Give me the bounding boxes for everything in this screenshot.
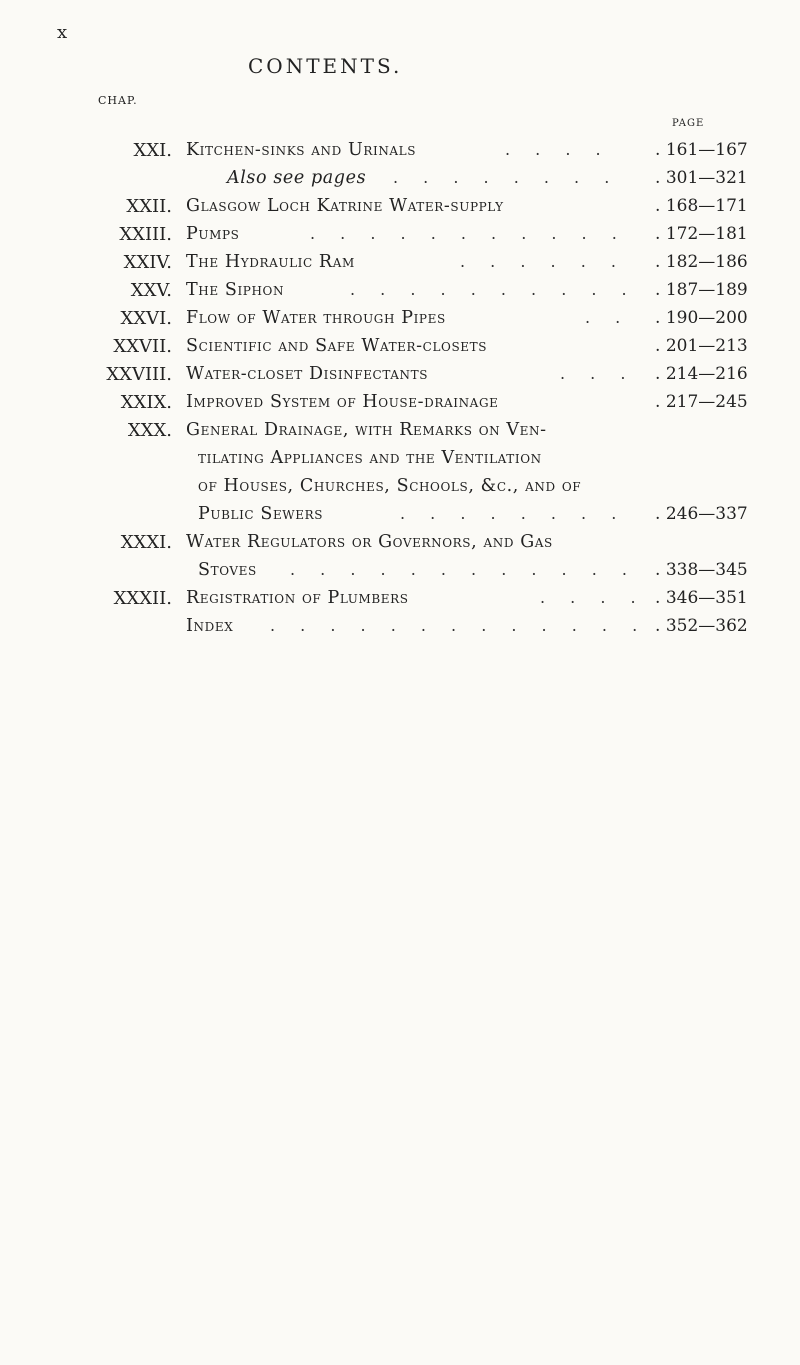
dot-leader: . . . . . . . . (400, 504, 627, 523)
chapter-title: Glasgow Loch Katrine Water-supply (186, 196, 504, 216)
chapter-title: Scientific and Safe Water-closets (186, 336, 488, 356)
toc-entry (0, 308, 800, 334)
page-range: . 182—186 (655, 252, 748, 272)
page-range: . 352—362 (655, 616, 748, 636)
toc-entry (0, 532, 800, 558)
toc-entry (0, 392, 800, 418)
toc-entry (0, 616, 800, 642)
chapter-title: The Hydraulic Ram (186, 252, 355, 272)
chapter-title-line: Water Regulators or Governors, and Gas (186, 532, 553, 552)
toc-entry-continuation (0, 476, 800, 502)
toc-entry (0, 588, 800, 614)
page-range: . 217—245 (655, 392, 748, 412)
running-head: CONTENTS. (248, 54, 403, 78)
page-range: . 201—213 (655, 336, 748, 356)
chapter-title: Water-closet Disinfectants (186, 364, 429, 384)
toc-entry (0, 252, 800, 278)
page-range: . 214—216 (655, 364, 748, 384)
page-range: . 246—337 (655, 504, 748, 524)
chap-column-label: CHAP. (98, 94, 138, 107)
dot-leader: . . . . (505, 140, 611, 159)
dot-leader: . . . . . . . . . . (350, 280, 637, 299)
chapter-number: XXIV. (123, 252, 172, 273)
page-range: . 187—189 (655, 280, 748, 300)
page-folio: x (57, 22, 68, 43)
dot-leader: . . . . . . . . . . . . (290, 560, 637, 579)
page-range: . 172—181 (655, 224, 748, 244)
chapter-number: XXVI. (120, 308, 172, 329)
chapter-number: XXII. (126, 196, 172, 217)
chapter-title: Pumps (186, 224, 240, 244)
page-range: . 338—345 (655, 560, 748, 580)
chapter-number: XXX. (127, 420, 172, 441)
page-column-label: PAGE (672, 118, 705, 129)
dot-leader: . . . . . . . . . . . (310, 224, 627, 243)
page-range: . 190—200 (655, 308, 748, 328)
chapter-title: Registration of Plumbers (186, 588, 409, 608)
dot-leader: . . (585, 308, 631, 327)
page-range: . 168—171 (655, 196, 748, 216)
toc-entry (0, 196, 800, 222)
chapter-number: XXXI. (120, 532, 172, 553)
dot-leader: . . . . . . (460, 252, 626, 271)
chapter-number: XXI. (133, 140, 172, 161)
chapter-title: The Siphon (186, 280, 285, 300)
chapter-title: Improved System of House-drainage (186, 392, 499, 412)
dot-leader: . . . (560, 364, 636, 383)
page-range: . 346—351 (655, 588, 748, 608)
toc-entry-continuation (0, 560, 800, 586)
toc-entry (0, 364, 800, 390)
toc-entry (0, 336, 800, 362)
chapter-title: Flow of Water through Pipes (186, 308, 446, 328)
toc-entry-continuation (0, 504, 800, 530)
toc-entry (0, 280, 800, 306)
chapter-number: XXXII. (113, 588, 172, 609)
chapter-number: XXIX. (120, 392, 172, 413)
chapter-title: Also see pages (227, 168, 367, 188)
dot-leader: . . . . . . . . . . . . . (270, 616, 648, 635)
toc-entry (0, 168, 800, 194)
chapter-number: XXVII. (113, 336, 172, 357)
toc-entry (0, 140, 800, 166)
chapter-number: XXV. (130, 280, 172, 301)
chapter-title-line: Stoves (198, 560, 257, 580)
toc-entry (0, 420, 800, 446)
chapter-title: Index (186, 616, 234, 636)
chapter-number: XXVIII. (106, 364, 172, 385)
toc-entry (0, 224, 800, 250)
page-range: . 301—321 (655, 168, 748, 188)
chapter-title-line: of Houses, Churches, Schools, &c., and of (198, 476, 582, 496)
dot-leader: . . . . (540, 588, 646, 607)
chapter-title-line: Public Sewers (198, 504, 324, 524)
dot-leader: . . . . . . . . (393, 168, 620, 187)
chapter-title-line: General Drainage, with Remarks on Ven- (186, 420, 547, 440)
chapter-title: Kitchen-sinks and Urinals (186, 140, 417, 160)
chapter-title-line: tilating Appliances and the Ventilation (198, 448, 542, 468)
toc-entry-continuation (0, 448, 800, 474)
page-range: . 161—167 (655, 140, 748, 160)
chapter-number: XXIII. (119, 224, 172, 245)
